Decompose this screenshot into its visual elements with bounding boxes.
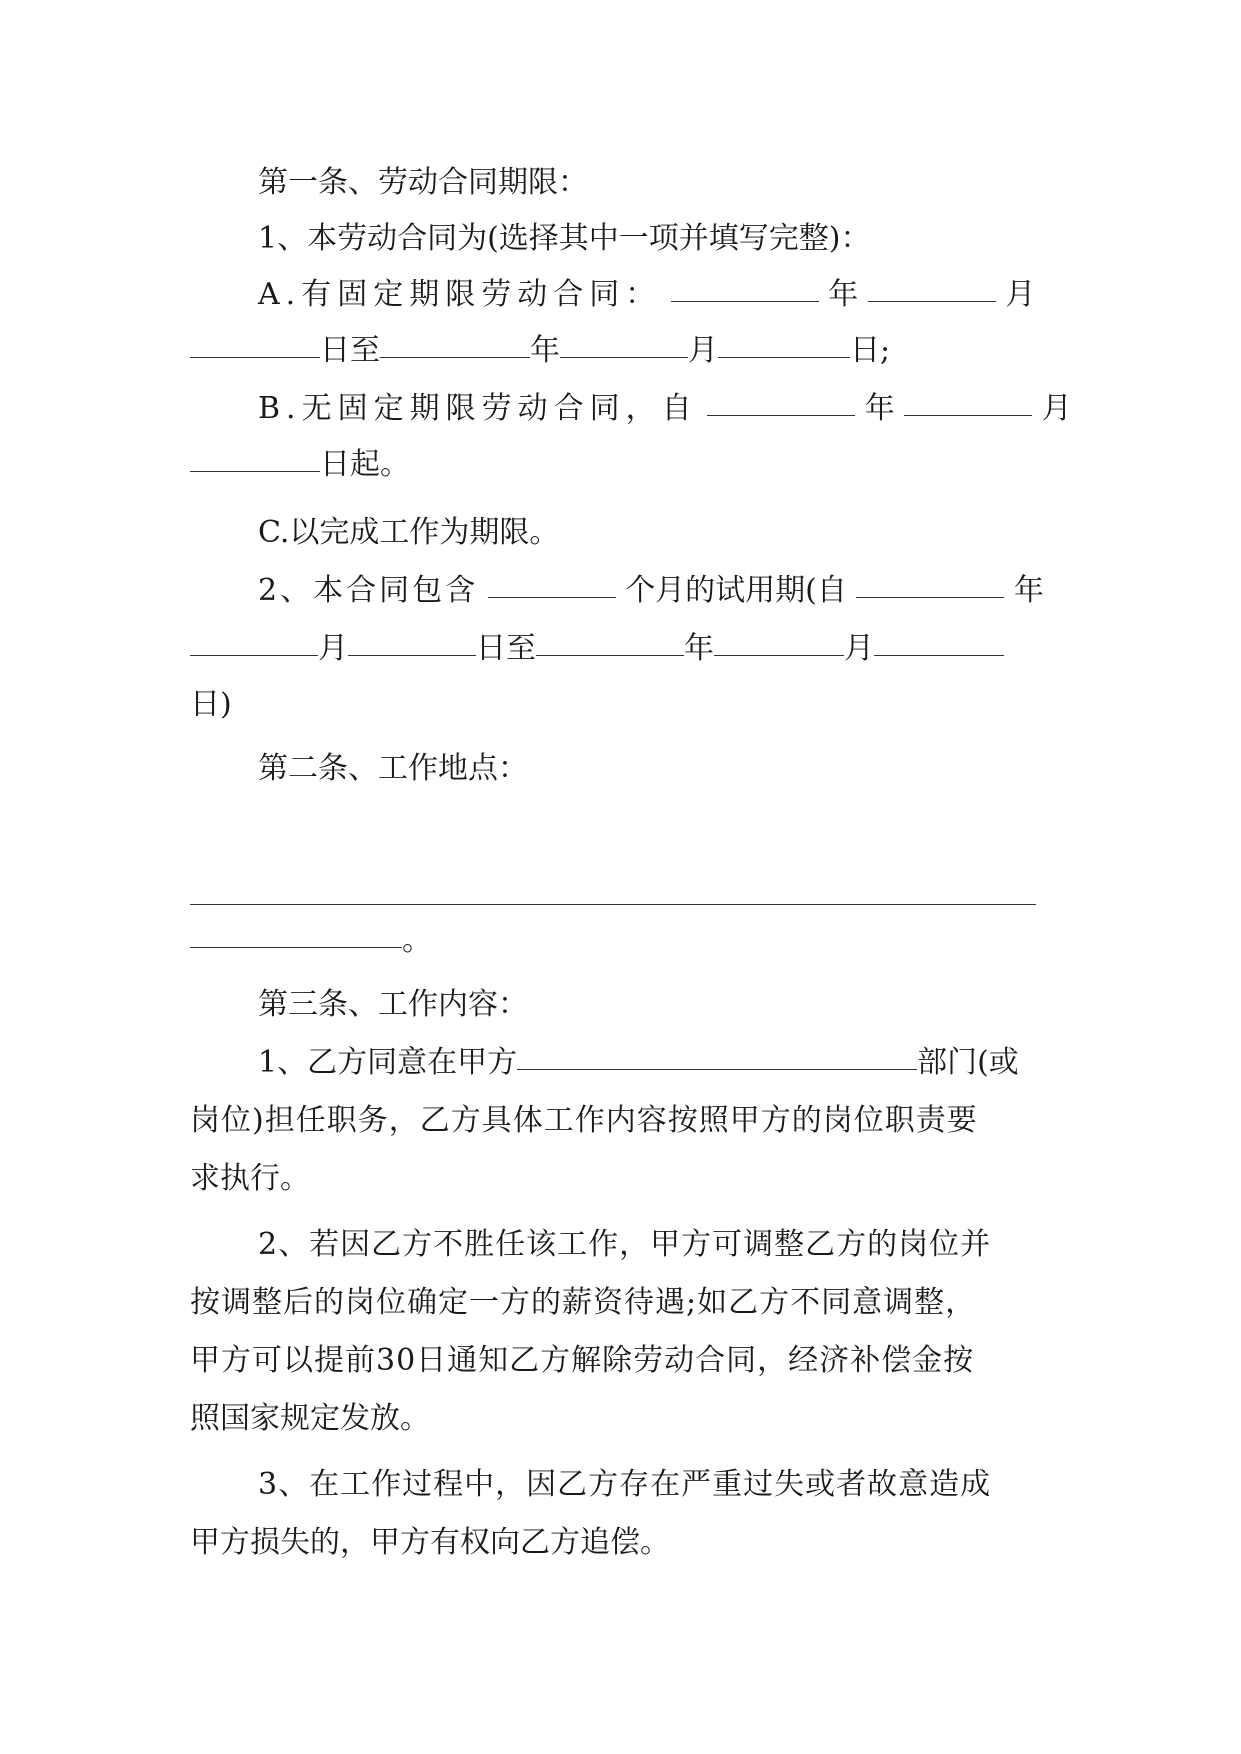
probation-start-day-blank[interactable] [348,623,476,656]
probation-end-month-blank[interactable] [714,623,844,656]
option-b-line2: 日起。 [190,436,1060,494]
article1-item2-line1: 2、本合同包含 个月的试用期(自 年 [258,562,1060,620]
article3-item1-line2: 岗位)担任职务，乙方具体工作内容按照甲方的岗位职责要 [190,1103,978,1138]
article3-item3-line2: 甲方损失的，甲方有权向乙方追偿。 [190,1525,670,1560]
article3-item2-line3: 甲方可以提前30日通知乙方解除劳动合同，经济补偿金按 [190,1343,975,1378]
probation-end-day-blank[interactable] [874,623,1004,656]
option-a-line1: A.有固定期限劳动合同： 年 月 [258,266,1060,324]
work-location-blank-line2[interactable] [190,915,402,948]
article2-heading: 第二条、工作地点： [258,751,528,786]
option-a-start-month-blank[interactable] [868,269,996,302]
article3-heading: 第三条、工作内容： [258,987,528,1022]
article3-item2-line2: 按调整后的岗位确定一方的薪资待遇;如乙方不同意调整， [190,1285,977,1320]
option-b-line1: B.无固定期限劳动合同，自 年 月 [258,380,1060,438]
article1-item2-line2: 月 日至 年 月 [190,620,1060,678]
article2-location-line2: 。 [190,912,1060,970]
article3-item1-line3: 求执行。 [190,1161,310,1196]
option-b-month-blank[interactable] [904,383,1032,416]
article3-item2-line4: 照国家规定发放。 [190,1401,430,1436]
article3-item1-line1: 1、乙方同意在甲方 部门(或 [258,1034,1060,1092]
option-b-year-blank[interactable] [707,383,855,416]
probation-start-year-blank[interactable] [856,565,1004,598]
option-a-start-year-blank[interactable] [671,269,819,302]
probation-start-month-blank[interactable] [190,623,318,656]
option-a-end-day-blank[interactable] [718,325,850,358]
option-a-label: A.有固定期限劳动合同： [258,277,662,312]
department-blank[interactable] [517,1037,917,1070]
option-a-end-year-blank[interactable] [380,325,530,358]
option-a-end-month-blank[interactable] [560,325,688,358]
probation-months-blank[interactable] [488,565,616,598]
article3-item2-line1: 2、若因乙方不胜任该工作，甲方可调整乙方的岗位并 [258,1227,992,1262]
article1-item1-intro: 1、本劳动合同为(选择其中一项并填写完整)： [258,221,871,256]
article3-item3-line1: 3、在工作过程中，因乙方存在严重过失或者故意造成 [258,1467,992,1502]
option-a-line2: 日至 年 月 日; [190,322,1060,380]
option-c: C.以完成工作为期限。 [258,515,560,550]
article1-item2-line3: 日) [190,687,232,722]
work-location-blank-line1[interactable] [190,904,1036,905]
option-b-day-blank[interactable] [190,439,320,472]
probation-end-year-blank[interactable] [536,623,684,656]
article1-heading: 第一条、劳动合同期限： [258,165,588,200]
option-b-label: B.无固定期限劳动合同，自 [258,391,698,426]
option-a-start-day-blank[interactable] [190,325,320,358]
